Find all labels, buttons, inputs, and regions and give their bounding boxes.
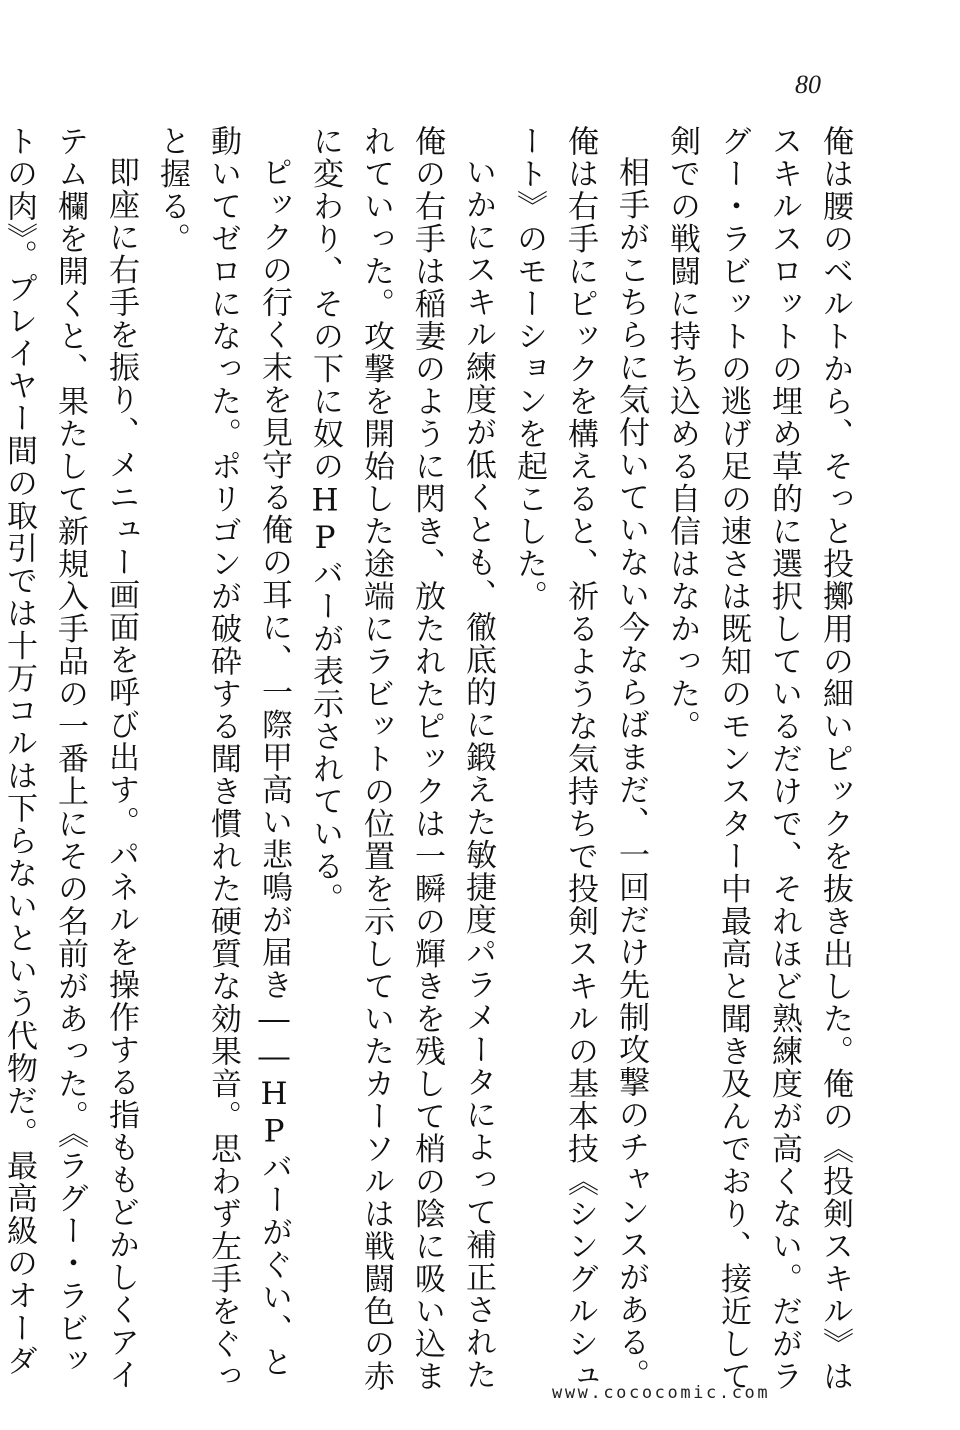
paragraph: ピックの行く末を見守る俺の耳に、一際甲高い悲鳴が届き――HPバーがぐい、と動いてゼロになった。ポリゴンが破砕する聞き慣れた硬質な効果音。思わず左手をぐっと握る。	[154, 125, 292, 1393]
paragraph: 俺は腰のベルトから、そっと投擲用の細いピックを抜き出した。俺の《投剣スキル》はスキルスロットの埋め草的に選択しているだけで、それほど熟練度が高くない。だがラグー・ラビットの逃げ足の速さは既知のモンスター中最高と聞き及んでおり、接近して剣での戦闘に持ち込める自信はなかった。	[664, 125, 853, 1393]
page-number: 80	[795, 70, 821, 99]
paragraph: 相手がこちらに気付いていない今ならばまだ、一回だけ先制攻撃のチャンスがある。俺は右手にピックを構えると、祈るような気持ちで投剣スキルの基本技《シングルシュート》のモーションを起こした。	[511, 125, 649, 1393]
paragraph: 即座に右手を振り、メニュー画面を呼び出す。パネルを操作する指ももどかしくアイテム欄を開くと、果たして新規入手品の一番上にその名前があった。《ラグー・ラビットの肉》。プレイヤー間の取引では十万コルは下らないという代物だ。最高級のオーダ	[1, 125, 139, 1391]
vertical-text-body	[1, 125, 860, 1405]
watermark-url: www.cococomic.com	[552, 1383, 771, 1403]
paragraph: いかにスキル練度が低くとも、徹底的に鍛えた敏捷度パラメータによって補正された俺の右手は稲妻のように閃き、放たれたピックは一瞬の輝きを残して梢の陰に吸い込まれていった。攻撃を開始した途端にラビットの位置を示していたカーソルは戦闘色の赤に変わり、その下に奴のHPバーが表示されている。	[307, 125, 496, 1393]
